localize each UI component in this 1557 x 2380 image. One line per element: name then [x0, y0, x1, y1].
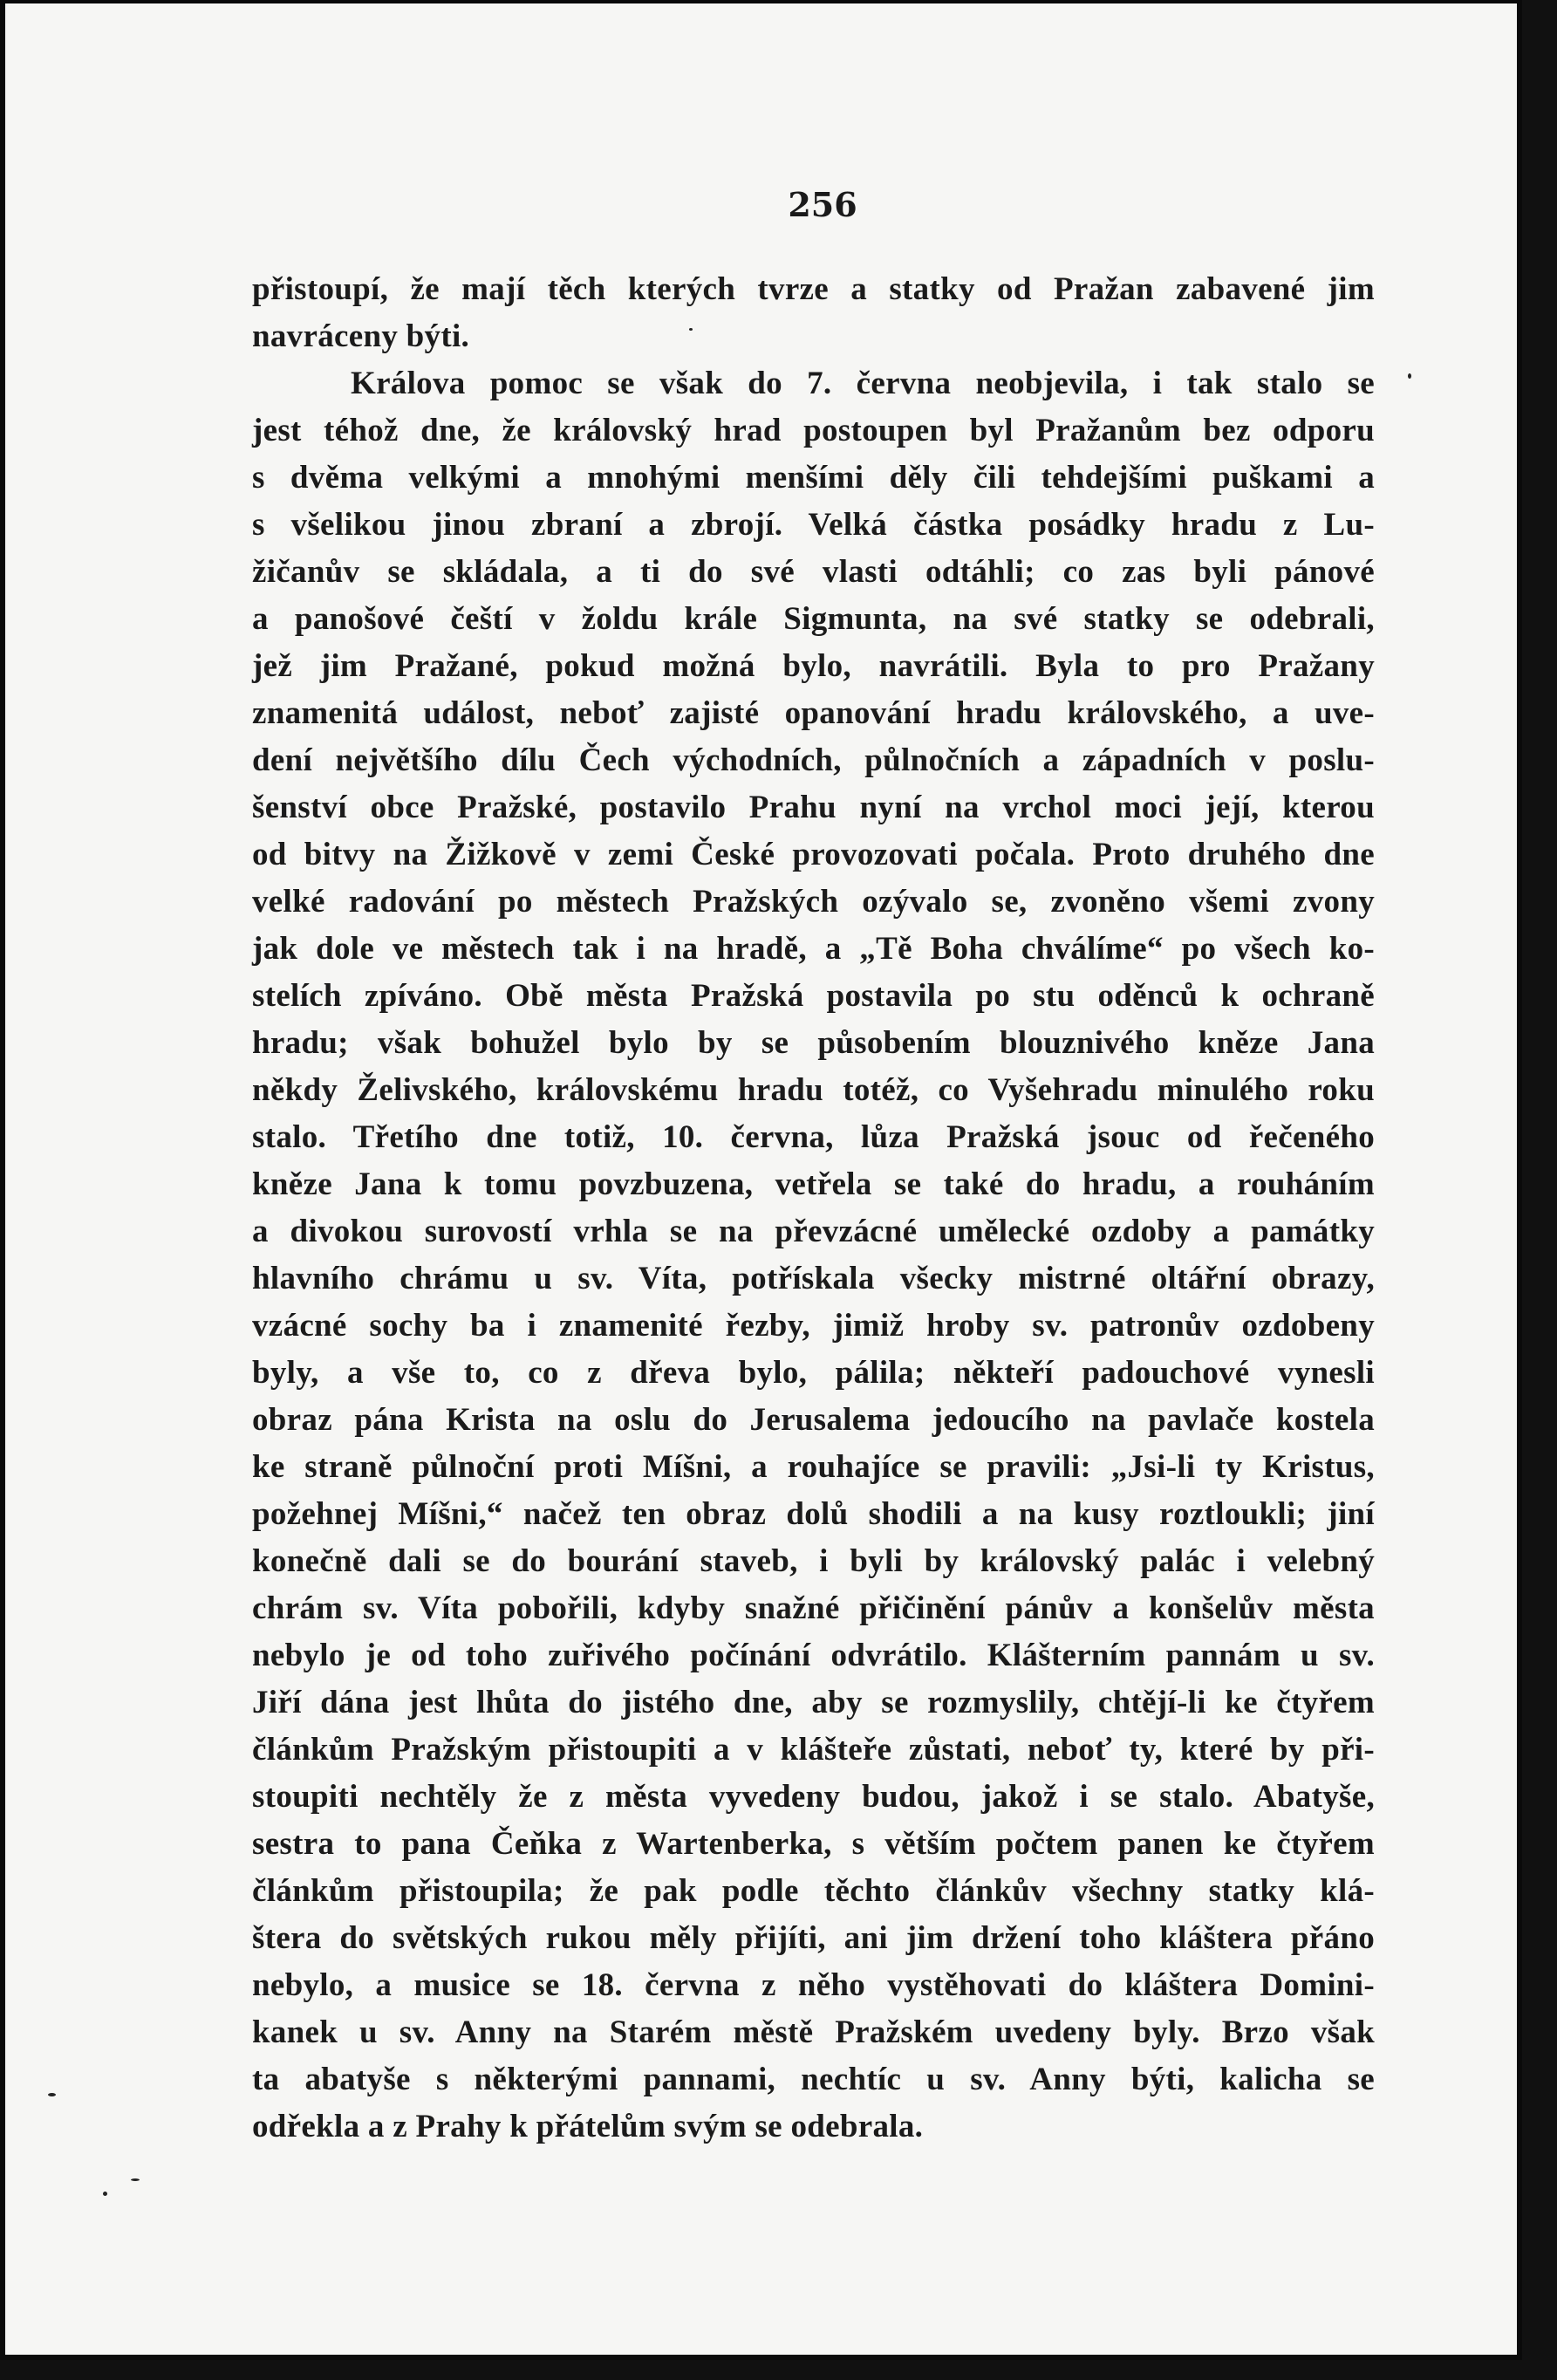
- text-line: navráceny býti.: [252, 318, 470, 354]
- text-line: kanek u sv. Anny na Starém městě Pražském uvedeny byly. Brzo však: [252, 2014, 1375, 2050]
- text-line: odřekla a z Prahy k přátelům svým se odebrala.: [252, 2109, 924, 2144]
- text-line: Králova pomoc se však do 7. června neobjevila, i tak stalo se: [351, 366, 1375, 401]
- text-line: článkům přistoupila; že pak podle těchto článkův všechny statky klá-: [252, 1873, 1375, 1909]
- text-line: od bitvy na Žižkově v zemi České provozovati počala. Proto druhého dne: [252, 837, 1375, 872]
- text-line: ta abatyše s některými pannami, nechtíc u sv. Anny býti, kalicha se: [252, 2062, 1375, 2097]
- text-line: stalo. Třetího dne totiž, 10. června, lůza Pražská jsouc od řečeného: [252, 1119, 1375, 1155]
- text-line: požehnej Míšni,“ načež ten obraz dolů shodili a na kusy roztloukli; jiní: [252, 1496, 1375, 1532]
- text-line: nebylo, a musice se 18. června z něho vystěhovati do kláštera Domini-: [252, 1967, 1375, 2003]
- text-line: Jiří dána jest lhůta do jistého dne, aby se rozmyslily, chtějí-li ke čtyřem: [252, 1685, 1375, 1720]
- text-line: byly, a vše to, co z dřeva bylo, pálila; někteří padouchové vynesli: [252, 1355, 1375, 1391]
- text-line: konečně dali se do bourání staveb, i byli by královský palác i velebný: [252, 1543, 1375, 1579]
- text-line: hlavního chrámu u sv. Víta, potřískala všecky mistrné oltářní obrazy,: [252, 1261, 1375, 1296]
- scan-speck: [103, 2192, 107, 2196]
- text-line: stelích zpíváno. Obě města Pražská postavila po stu oděnců k ochraně: [252, 978, 1375, 1014]
- text-line: velké radování po městech Pražských ozývalo se, zvoněno všemi zvony: [252, 884, 1375, 920]
- scan-speck: [48, 2093, 56, 2096]
- text-line: s všelikou jinou zbraní a zbrojí. Velká částka posádky hradu z Lu-: [252, 507, 1375, 543]
- text-line: někdy Želivského, královskému hradu totéž, co Vyšehradu minulého roku: [252, 1072, 1375, 1108]
- scan-speck: [689, 328, 693, 331]
- text-line: kněze Jana k tomu povzbuzena, vetřela se také do hradu, a rouháním: [252, 1166, 1375, 1202]
- body-text: [252, 266, 1375, 2151]
- text-line: nebylo je od toho zuřivého počínání odvrátilo. Klášterním pannám u sv.: [252, 1638, 1375, 1673]
- text-line: jež jim Pražané, pokud možná bylo, navrátili. Byla to pro Pražany: [252, 648, 1375, 684]
- scan-speck: [131, 2178, 140, 2181]
- text-line: ke straně půlnoční proti Míšni, a rouhajíce se pravili: „Jsi-li ty Kristus,: [252, 1449, 1375, 1485]
- text-line: s dvěma velkými a mnohými menšími děly čili tehdejšími puškami a: [252, 460, 1375, 496]
- text-line: a panošové čeští v žoldu krále Sigmunta, na své statky se odebrali,: [252, 601, 1375, 637]
- text-line: hradu; však bohužel bylo by se působením blouznivého kněze Jana: [252, 1025, 1375, 1061]
- scan-edge-bottom: [0, 2360, 1557, 2380]
- text-line: stoupiti nechtěly že z města vyvedeny budou, jakož i se stalo. Abatyše,: [252, 1779, 1375, 1815]
- text-line: a divokou surovostí vrhla se na převzácné umělecké ozdoby a památky: [252, 1214, 1375, 1249]
- text-line: šenství obce Pražské, postavilo Prahu nyní na vrchol moci její, kterou: [252, 790, 1375, 825]
- scan-edge-right: [1522, 0, 1557, 2380]
- scan-speck: [1408, 373, 1411, 379]
- text-line: štera do světských rukou měly přijíti, ani jim držení toho kláštera přáno: [252, 1920, 1375, 1956]
- text-line: žičanův se skládala, a ti do své vlasti odtáhli; co zas byli pánové: [252, 554, 1375, 590]
- text-line: chrám sv. Víta pobořili, kdyby snažné přičinění pánův a konšelův města: [252, 1590, 1375, 1626]
- text-line: jak dole ve městech tak i na hradě, a „Tě Boha chválíme“ po všech ko-: [252, 931, 1375, 967]
- text-line: jest téhož dne, že královský hrad postoupen byl Pražanům bez odporu: [252, 413, 1375, 448]
- text-line: článkům Pražským přistoupiti a v klášteře zůstati, neboť ty, které by při-: [252, 1732, 1375, 1768]
- text-line: obraz pána Krista na oslu do Jerusalema jedoucího na pavlače kostela: [252, 1402, 1375, 1438]
- text-line: sestra to pana Čeňka z Wartenberka, s větším počtem panen ke čtyřem: [252, 1826, 1375, 1862]
- text-line: vzácné sochy ba i znamenité řezby, jimiž hroby sv. patronův ozdobeny: [252, 1308, 1375, 1344]
- text-line: přistoupí, že mají těch kterých tvrze a statky od Pražan zabavené jim: [252, 271, 1375, 307]
- page-number: 256: [788, 185, 857, 224]
- text-line: znamenitá událost, neboť zajisté opanování hradu královského, a uve-: [252, 695, 1375, 731]
- text-line: dení největšího dílu Čech východních, půlnočních a západních v poslu-: [252, 742, 1375, 778]
